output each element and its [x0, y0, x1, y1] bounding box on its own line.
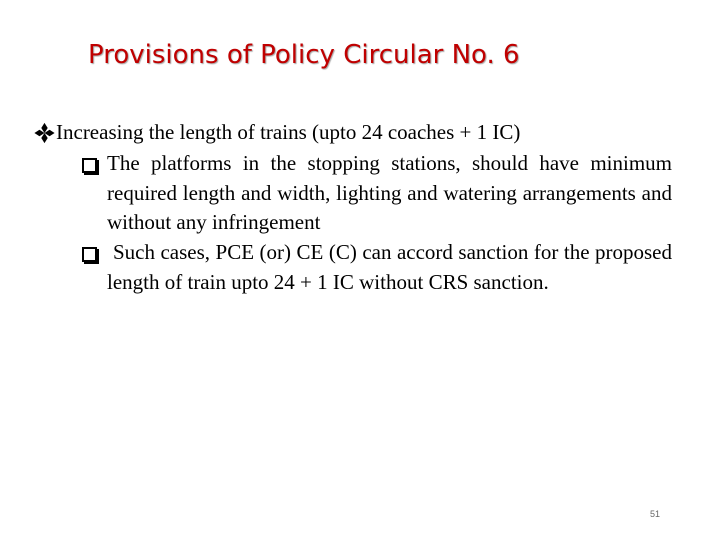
page-number: 51 — [650, 509, 661, 519]
main-bullet-text: Increasing the length of trains (upto 24 coaches + 1 IC) — [56, 120, 521, 144]
square-bullet-icon — [82, 158, 97, 173]
sub-bullet-sanction — [82, 238, 672, 297]
diamond-bullet-icon — [33, 122, 56, 144]
sub-bullet-text: Such cases, PCE (or) CE (C) can accord sanction for the proposed length of train upto 24 + 1 IC without CRS sanction. — [107, 240, 672, 294]
slide-title: Provisions of Policy Circular No. 6 — [88, 40, 520, 70]
square-bullet-icon — [82, 247, 97, 262]
sub-bullet-text: The platforms in the stopping stations, should have minimum required length and width, lighting and watering arrangements and without any infringement — [107, 151, 672, 234]
sub-bullet-platforms — [82, 149, 672, 238]
main-bullet — [33, 118, 693, 148]
